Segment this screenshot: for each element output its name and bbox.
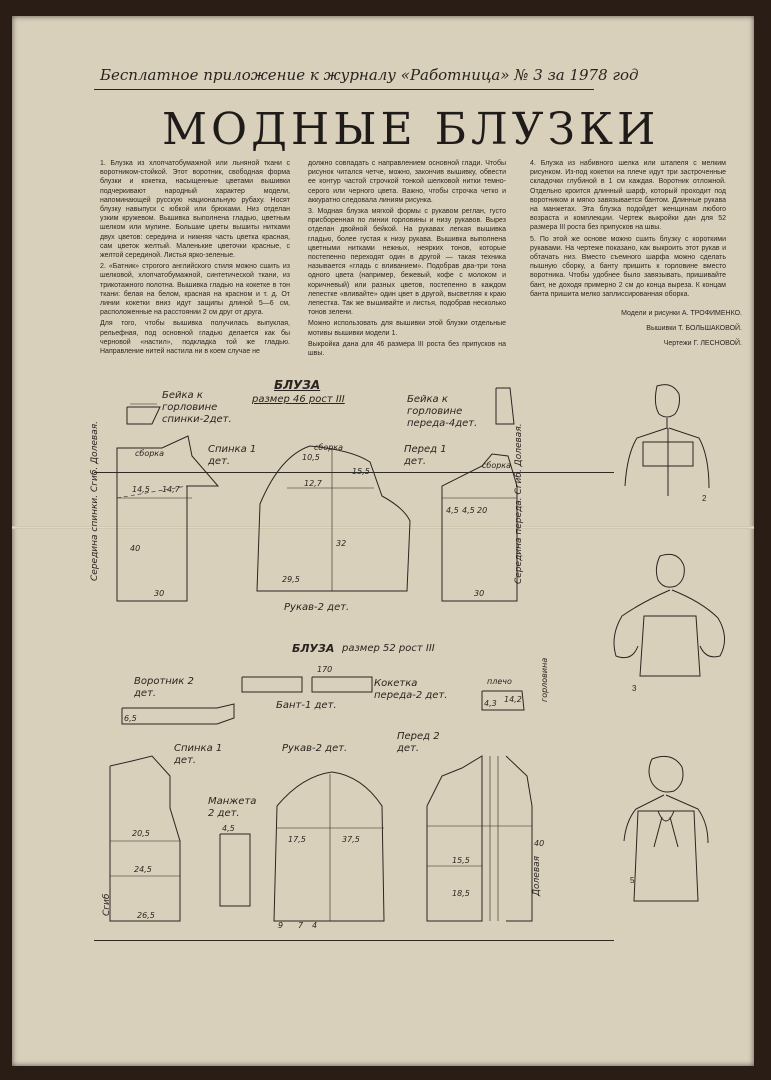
dim-label: 7 [298,921,304,930]
dim-label: 4,5 [462,506,475,515]
dim-label: 30 [154,589,165,598]
dim-label: 37,5 [342,835,360,844]
paragraph: 1. Блузка из хлопчатобумажной или льняной ткани с воротником-стойкой. Этот воротник, свободная форма блузки и кокетка, насыщенные цветами вышивки подчеркивают народный характер модели, напоминающей русскую национальную рубаху. Носят блузку навыпуск с юбкой или брюками. Низ отделан узким кружевом. Вышивка выполнена гладью, цветным шелком или мулине. Большие цветы вышиты нитками двух цветов: середина и нижняя часть цветка красная, сам цветок желтый. Маленькие цветочки красные, с желтой серединой. Листья ярко-зеленые. [100,160,290,260]
shoulder-label: плечо [487,677,512,686]
dim-label: 4,5 [446,506,459,515]
yoke-piece [482,691,524,710]
front-label: Перед 1 дет. [404,444,447,467]
dim-label: 30 [474,589,485,598]
pattern1-subtitle: размер 46 рост III [252,394,345,405]
credit-embroidery: Вышивки Т. БОЛЬШАКОВОЙ. [646,325,742,332]
dim-label: 6,5 [124,714,137,723]
beika-front-piece [496,388,514,424]
dim-label: 40 [534,839,545,848]
dim-label: 15,5 [352,467,370,476]
yoke-label: Кокетка переда-2 дет. [374,678,448,701]
dim-label: 10,5 [302,453,320,462]
dim-label: 40 [130,544,141,553]
dim-label: 4,3 [484,699,497,708]
paragraph: Для того, чтобы вышивка получилась выпуклая, рельефная, под основной гладью делается как бы черновой «настил», подкладка той же гладью. Направление нитей настила ни в коем случае не [100,320,290,356]
beika-back-label: Бейка к горловине спинки-2дет. [162,390,232,425]
figure-blouse-2 [597,376,737,496]
cuff-label: Манжета 2 дет. [208,796,257,819]
paragraph: 3. Модная блузка мягкой формы с рукавом реглан, густо присборенная по линии горловины и низу рукавов. Вырез отделан двойной бейкой. На рукавах легкая вышивка гладью, более густая к низу рукава. Вышивка выполнена цветными нитками нежных, неярких тонов, которые постепенно переходят один в другой — такая техника называется «гладь с вливанием». Подобрав два-три тона одного цвета (например, бежевый, кофе с молоком и коричневый) или разных цветов, постепенно в каждом лепестке «вливайте» один цвет в другой, высветляя к краю лепестка. Так же вышивайте и листья, подобрав несколько тонов зелени. [308,208,506,317]
pattern1-title: БЛУЗА [274,378,321,392]
dim-label: 24,5 [134,865,152,874]
sleeve2-piece [274,772,384,930]
fold-back-label: Середина спинки. Сгиб. Долевая. [90,420,100,581]
bow-length: 170 [317,665,333,674]
sborka-label: сборка [314,443,344,452]
neckline-label: горловина [540,657,549,702]
dim-label: 32 [336,539,347,548]
back2-label: Спинка 1 дет. [174,743,223,766]
figure-number: 5 [630,876,635,885]
beika-back-piece [127,404,160,424]
dim-label: 17,5 [288,835,306,844]
dim-label: 4 [312,921,318,930]
figure-blouse-3 [592,546,742,686]
beika-front-label: Бейка к горловине переда-4дет. [407,394,478,429]
sborka-label: сборка [135,449,165,458]
dim-label: 4,5 [222,824,235,833]
fold2-label: Сгиб [102,893,112,916]
dim-label: 20 [477,506,488,515]
paragraph: Можно использовать для вышивки этой блузки отдельные мотивы вышивки модели 1. [308,320,506,337]
figure-number: 2 [702,494,707,503]
fold-front-label: Середина переда. Сгиб. Долевая. [514,423,524,584]
magazine-page [12,16,754,1066]
credit-models: Модели и рисунки А. ТРОФИМЕНКО. [621,310,742,317]
dim-label: 9 [278,921,284,930]
dim-label: 26,5 [137,911,155,920]
dim-label: 29,5 [282,575,300,584]
sleeve-piece [257,443,410,591]
credit-drafts: Чертежи Г. ЛЕСНОВОЙ. [663,340,742,347]
paragraph: 4. Блузка из набивного шелка или штапеля с мелким рисунком. Из-под кокетки на плече идут три застроченные складочки глубиной в 1 см каждая. Воротник отложной. Отдельно кроится длинный шарф, который проходит под воротником и мягко завязывается бантом. Длинные рукава на манжетах. Эта блузка подойдет женщинам любого возраста и комплекции. Чертеж выкройки дан для 52 размера III роста без припусков на швы. [530,160,726,232]
paragraph: Выкройка дана для 46 размера III роста без припусков на швы. [308,340,506,358]
figure-blouse-5 [602,751,742,911]
supplement-line: Бесплатное приложение к журналу «Работница» № 3 за 1978 год [100,66,639,84]
front-piece [442,454,517,601]
back2-piece [110,756,180,921]
dim-label: 15,5 [452,856,470,865]
dim-label: 14,2 [504,695,522,704]
sleeve-label: Рукав-2 дет. [284,602,350,613]
pattern2-title: БЛУЗА [292,642,335,655]
back-label: Спинка 1 дет. [208,444,257,467]
dim-label: 18,5 [452,889,470,898]
collar-piece [122,704,234,724]
bow-piece [242,665,372,692]
paragraph: должно совпадать с направлением основной глади. Чтобы рисунок читался четче, можно, закончив вышивку, обвести ее контур частой строчкой тонкой шелковой нитки темно-серого или черного цвета. Важно, чтобы строчка четко и аккуратно следовала линиям рисунка. [308,160,506,204]
paragraph: 2. «Батник» строгого английского стиля можно сшить из шелковой, хлопчатобумажной, синтетической ткани, из трикотажного полотна. Вышивка гладью на кокетке в тон ткани: белая на белом, красная на красном и т. д. От линии кокетки вниз идут защипы длиной 5—6 см, расположенные на расстоянии 2 см друг от друга. [100,263,290,317]
dim-label: 12,7 [304,479,322,488]
paragraph: 5. По этой же основе можно сшить блузку с короткими рукавами. На чертеже показано, как выкроить этот рукав и обтачать низ. Вместо съемного шарфа можно сделать пышную сборку, а банту пришить к горловине вместо воротника. Чтобы удобнее было завязывать, пришивайте бант, не доходя примерно 2 см до конца выреза. К концам банта пришита мелко заплиссированная оборка. [530,235,726,298]
front2-label: Перед 2 дет. [397,731,440,754]
front2-piece [427,756,544,921]
grain2-label: Долевая [532,855,542,896]
sborka-label: сборка [482,461,512,470]
pattern2-subtitle: размер 52 рост III [342,643,435,654]
dim-label: 14,7 [162,485,180,494]
collar-label: Воротник 2 дет. [134,676,194,699]
bow-label: Бант-1 дет. [276,700,337,711]
cuff-piece [220,824,250,906]
sleeve2-label: Рукав-2 дет. [282,743,348,754]
figure-number: 3 [632,684,637,693]
dim-label: 14,5 [132,485,150,494]
page-title: МОДНЫЕ БЛУЗКИ [162,104,660,155]
back-piece [117,436,218,601]
dim-label: 20,5 [132,829,150,838]
